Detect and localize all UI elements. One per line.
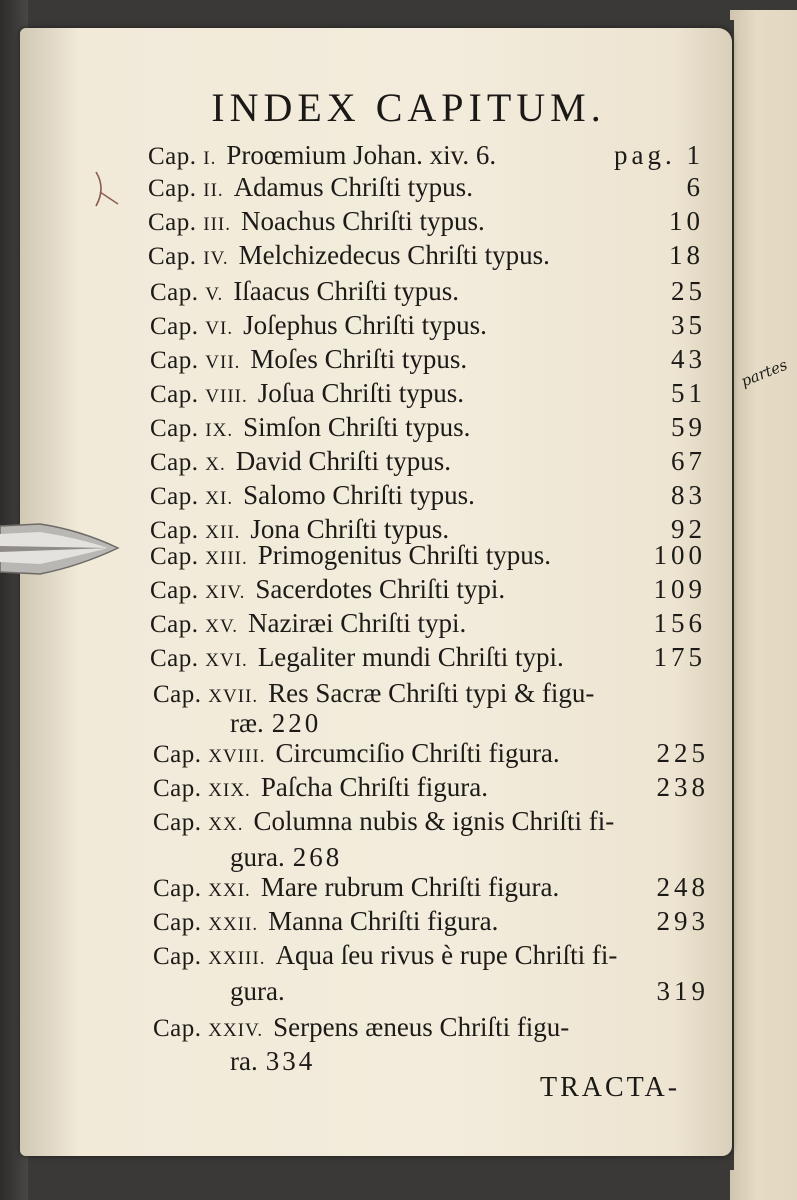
chapter-label	[150, 347, 240, 374]
page-number: 18	[669, 240, 704, 270]
page-number: 83	[671, 480, 706, 510]
index-entry	[153, 940, 709, 980]
chapter-label	[150, 577, 245, 604]
continuation-page-row	[153, 976, 709, 1016]
cap-word: Cap.	[150, 543, 206, 570]
chapter-number: XII.	[205, 522, 241, 543]
chapter-number: V.	[205, 284, 224, 305]
chapter-label	[150, 645, 248, 672]
chapter-title: Adamus Chriſti typus.	[233, 172, 473, 202]
chapter-title: Paſcha Chriſti figura.	[260, 772, 489, 802]
chapter-title: Joſua Chriſti typus.	[257, 378, 464, 408]
chapter-title: Melchizedecus Chriſti typus.	[238, 240, 550, 270]
cap-word: Cap.	[148, 175, 204, 202]
chapter-title: Proœmium Johan. xiv. 6.	[226, 140, 497, 170]
chapter-title: Circumciſio Chriſti figura.	[275, 738, 560, 768]
page-number: 43	[671, 344, 706, 374]
chapter-label	[153, 775, 251, 802]
chapter-number: VI.	[205, 318, 234, 339]
chapter-title: Naziræi Chriſti typi.	[248, 608, 467, 638]
cap-word: Cap.	[153, 741, 209, 768]
page-number: 35	[671, 310, 706, 340]
chapter-label	[153, 741, 265, 768]
chapter-label	[153, 909, 258, 936]
chapter-number: X.	[205, 454, 226, 475]
page-number: 334	[265, 1046, 316, 1076]
cap-word: Cap.	[153, 1015, 209, 1042]
chapter-label	[150, 611, 238, 638]
chapter-number: XVII.	[208, 686, 259, 707]
continuation-line	[230, 708, 321, 739]
chapter-label	[150, 313, 233, 340]
cap-word: Cap.	[150, 313, 206, 340]
chapter-title: Primogenitus Chriſti typus.	[257, 540, 552, 570]
page-number: 92	[671, 514, 706, 544]
chapter-number: XX.	[208, 814, 244, 835]
page-number: 225	[656, 738, 709, 768]
facing-page-margin-note: partes	[738, 355, 790, 391]
chapter-label	[153, 1015, 263, 1042]
cap-word: Cap.	[150, 517, 206, 544]
chapter-title: Mare rubrum Chriſti figura.	[260, 872, 560, 902]
page-number: 51	[671, 378, 706, 408]
page-number: 6	[686, 172, 704, 202]
cap-word: Cap.	[150, 645, 206, 672]
cap-word: Cap.	[150, 381, 206, 408]
page-number: 238	[656, 772, 709, 802]
cap-word: Cap.	[153, 875, 209, 902]
chapter-title: Joſephus Chriſti typus.	[243, 310, 487, 340]
page-number: 100	[653, 540, 706, 570]
chapter-number: XIII.	[205, 548, 248, 569]
chapter-title: Simſon Chriſti typus.	[243, 412, 471, 442]
chapter-number: IV.	[203, 248, 229, 269]
continuation-text: gura.	[230, 976, 285, 1006]
chapter-label	[150, 483, 233, 510]
page-number: 293	[656, 906, 709, 936]
chapter-label	[153, 943, 265, 970]
cap-word: Cap.	[153, 943, 209, 970]
cap-word: Cap.	[148, 209, 204, 236]
cap-word: Cap.	[150, 483, 206, 510]
continuation-text: ra.	[230, 1046, 258, 1076]
page-number: 25	[671, 276, 706, 306]
page-number: 220	[271, 708, 322, 738]
catchword: TRACTA-	[540, 1072, 681, 1103]
continuation-text: gura.	[230, 842, 285, 872]
cap-word: Cap.	[148, 143, 204, 170]
index-entry	[148, 240, 704, 280]
chapter-label	[150, 381, 248, 408]
cap-word: Cap.	[153, 809, 209, 836]
cap-word: Cap.	[150, 415, 206, 442]
chapter-number: VII.	[205, 352, 241, 373]
chapter-label	[148, 243, 229, 270]
page-number: 10	[669, 206, 704, 236]
cap-word: Cap.	[148, 243, 204, 270]
chapter-title: Res Sacræ Chriſti typi & figu-	[268, 678, 595, 708]
chapter-label	[153, 681, 258, 708]
chapter-title: Iſaacus Chriſti typus.	[233, 276, 460, 306]
chapter-number: IX.	[205, 420, 234, 441]
continuation-line	[230, 1046, 315, 1077]
chapter-number: XIX.	[208, 780, 251, 801]
chapter-title: Serpens æneus Chriſti figu-	[273, 1012, 570, 1042]
page-number: 175	[653, 642, 706, 672]
page-number: pag. 1	[614, 140, 704, 170]
index-entry	[153, 806, 709, 846]
cap-word: Cap.	[153, 775, 209, 802]
chapter-number: XVI.	[205, 650, 248, 671]
chapter-label	[150, 415, 233, 442]
chapter-number: III.	[203, 214, 232, 235]
chapter-number: XXIV.	[208, 1020, 264, 1041]
chapter-title: Legaliter mundi Chriſti typi.	[257, 642, 564, 672]
page-number: 59	[671, 412, 706, 442]
index-entry	[150, 642, 706, 682]
chapter-number: XXIII.	[208, 948, 266, 969]
chapter-number: VIII.	[205, 386, 248, 407]
chapter-title: David Chriſti typus.	[235, 446, 452, 476]
chapter-title: Salomo Chriſti typus.	[243, 480, 475, 510]
page-number: 109	[653, 574, 706, 604]
chapter-number: II.	[203, 180, 224, 201]
chapter-number: XVIII.	[208, 746, 266, 767]
chapter-number: XV.	[205, 616, 239, 637]
chapter-title: Sacerdotes Chriſti typi.	[255, 574, 506, 604]
cap-word: Cap.	[153, 681, 209, 708]
page-title: INDEX CAPITUM.	[211, 85, 606, 130]
chapter-number: XXII.	[208, 914, 259, 935]
continuation-line	[230, 842, 342, 873]
chapter-label	[153, 875, 251, 902]
cap-word: Cap.	[150, 611, 206, 638]
page-number: 248	[656, 872, 709, 902]
chapter-label	[150, 279, 223, 306]
chapter-title: Columna nubis & ignis Chriſti fi-	[253, 806, 615, 836]
cap-word: Cap.	[153, 909, 209, 936]
chapter-title: Noachus Chriſti typus.	[241, 206, 485, 236]
chapter-title: Moſes Chriſti typus.	[250, 344, 468, 374]
cap-word: Cap.	[150, 577, 206, 604]
chapter-title: Jona Chriſti typus.	[250, 514, 450, 544]
chapter-label	[153, 809, 243, 836]
chapter-number: I.	[203, 148, 217, 169]
continuation-text: ræ.	[230, 708, 264, 738]
chapter-number: XIV.	[205, 582, 246, 603]
cap-word: Cap.	[150, 279, 206, 306]
page-number: 156	[653, 608, 706, 638]
chapter-number: XI.	[205, 488, 234, 509]
page-number: 319	[656, 976, 709, 1006]
chapter-number: XXI.	[208, 880, 251, 901]
chapter-label	[148, 175, 224, 202]
cap-word: Cap.	[150, 347, 206, 374]
chapter-title: Manna Chriſti figura.	[268, 906, 499, 936]
cap-word: Cap.	[150, 449, 206, 476]
chapter-label	[150, 543, 248, 570]
page-number: 268	[292, 842, 343, 872]
chapter-label	[150, 449, 226, 476]
chapter-label	[148, 143, 216, 170]
page-number: 67	[671, 446, 706, 476]
chapter-title: Aqua ſeu rivus è rupe Chriſti fi-	[275, 940, 618, 970]
chapter-label	[148, 209, 231, 236]
